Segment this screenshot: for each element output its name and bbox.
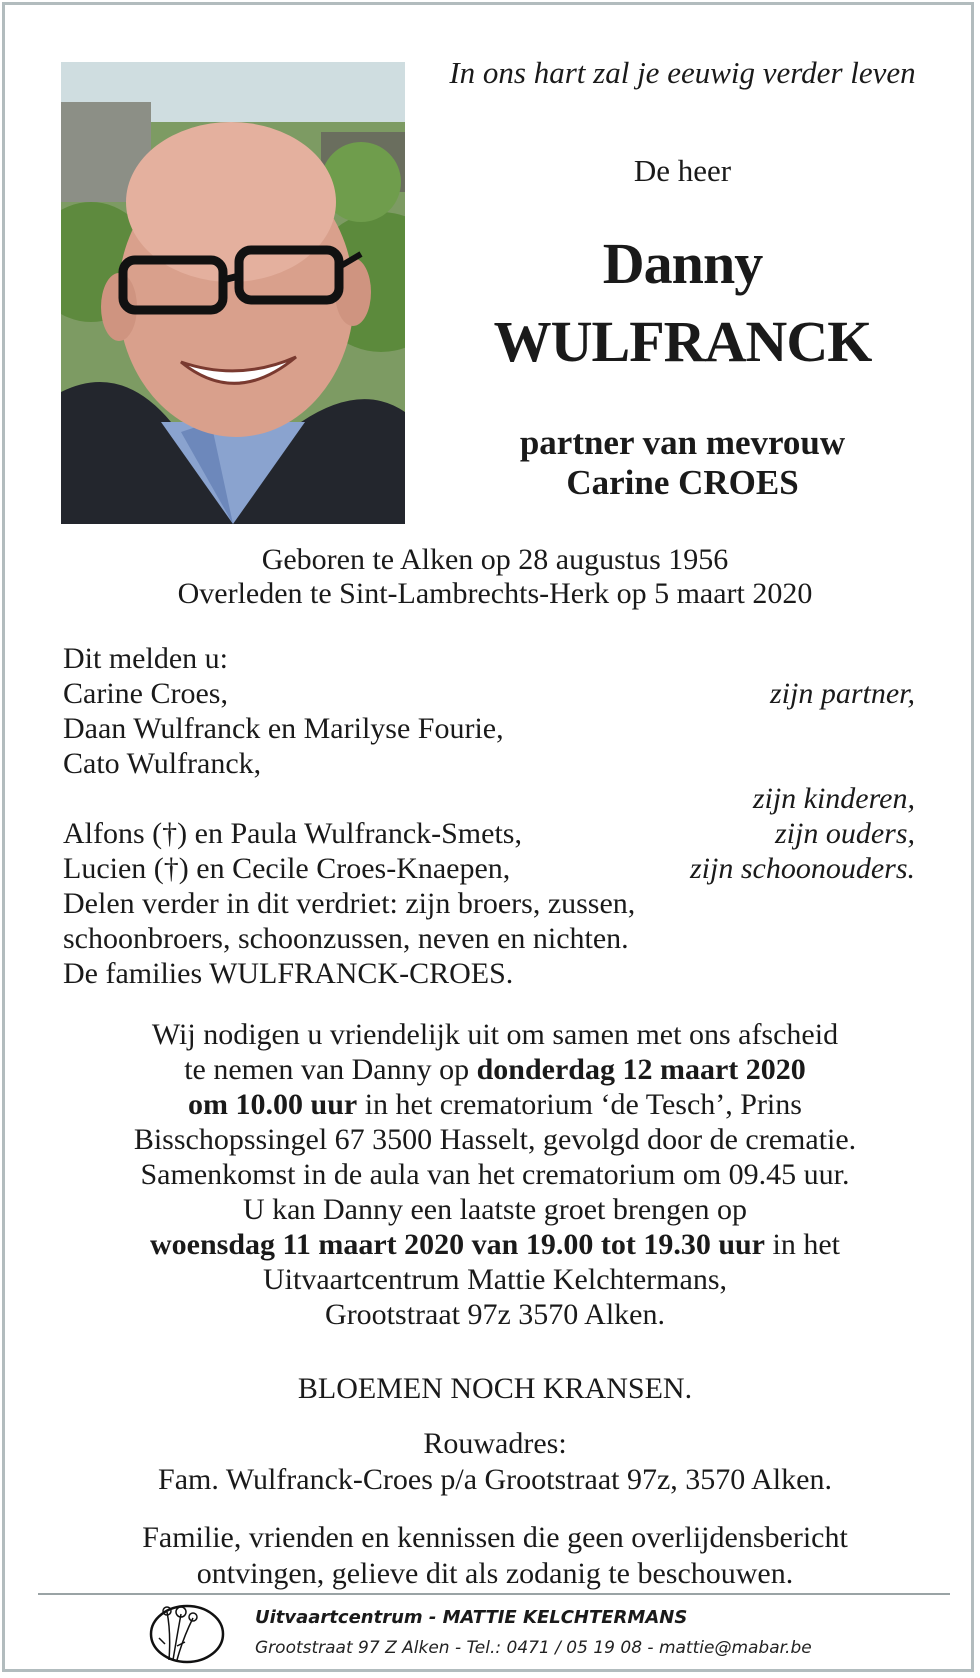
invitation-line: Bisschopssingel 67 3500 Hasselt, gevolgd door de crematie. bbox=[133, 1123, 857, 1156]
relative-row bbox=[63, 746, 915, 781]
relative-row bbox=[63, 711, 915, 746]
relative-relation: zijn partner, bbox=[769, 677, 915, 710]
birth-line: Geboren te Alken op 28 augustus 1956 bbox=[261, 543, 729, 576]
relative-name: Carine Croes, bbox=[63, 677, 228, 710]
relative-name: Daan Wulfranck en Marilyse Fourie, bbox=[63, 712, 504, 745]
invitation bbox=[25, 1017, 965, 1332]
invitation-text: te nemen van Danny op bbox=[184, 1053, 477, 1086]
relative-name: Cato Wulfranck, bbox=[63, 747, 262, 780]
relative-relation: zijn schoonouders. bbox=[690, 852, 915, 885]
partner-line-2: Carine CROES bbox=[566, 463, 799, 502]
partner-line-1: partner van mevrouw bbox=[519, 423, 846, 462]
deceased-last-name: WULFRANCK bbox=[493, 309, 872, 374]
relative-row bbox=[63, 851, 915, 886]
flowers-notice: BLOEMEN NOCH KRANSEN. bbox=[297, 1372, 693, 1405]
relative-row bbox=[63, 781, 915, 816]
death-line: Overleden te Sint-Lambrechts-Herk op 5 maart 2020 bbox=[177, 577, 813, 610]
relative-name: Lucien (†) en Cecile Croes-Knaepen, bbox=[63, 852, 511, 885]
portrait-photo bbox=[61, 62, 405, 524]
obituary-card bbox=[2, 2, 974, 1672]
funeral-home-name: Uitvaartcentrum - MATTIE KELCHTERMANS bbox=[255, 1607, 688, 1628]
relative-relation: zijn kinderen, bbox=[752, 782, 915, 815]
invitation-line: Uitvaartcentrum Mattie Kelchtermans, bbox=[263, 1263, 727, 1296]
ceremony-date: donderdag 12 maart 2020 bbox=[476, 1053, 806, 1086]
portrait-illustration bbox=[61, 62, 405, 524]
relative-row bbox=[63, 676, 915, 711]
announcement bbox=[63, 641, 915, 991]
honorific: De heer bbox=[633, 153, 732, 188]
visitation-datetime: woensdag 11 maart 2020 van 19.00 tot 19.30 uur bbox=[149, 1228, 765, 1261]
mourning-address bbox=[45, 1426, 945, 1498]
invitation-line: Wij nodigen u vriendelijk uit om samen met ons afscheid bbox=[151, 1018, 839, 1051]
invitation-line: Grootstraat 97z 3570 Alken. bbox=[325, 1298, 665, 1331]
closing-notice-line: Familie, vrienden en kennissen die geen overlijdensbericht bbox=[142, 1521, 848, 1554]
invitation-text: in het bbox=[765, 1228, 840, 1261]
families-line: De families WULFRANCK-CROES. bbox=[63, 957, 514, 990]
relative-row bbox=[63, 816, 915, 851]
invitation-line: Samenkomst in de aula van het crematorium om 09.45 uur. bbox=[140, 1158, 850, 1191]
closing-notice bbox=[35, 1520, 955, 1592]
relative-name: Alfons (†) en Paula Wulfranck-Smets, bbox=[63, 817, 522, 850]
deceased-first-name: Danny bbox=[602, 231, 763, 296]
ceremony-time: om 10.00 uur bbox=[188, 1088, 358, 1121]
motto: In ons hart zal je eeuwig verder leven bbox=[449, 55, 916, 90]
invitation-line: U kan Danny een laatste groet brengen op bbox=[243, 1193, 747, 1226]
flower-logo-icon bbox=[147, 1602, 237, 1664]
funeral-home-contact: Grootstraat 97 Z Alken - Tel.: 0471 / 05 19 08 - mattie@mabar.be bbox=[255, 1638, 812, 1658]
footer-divider bbox=[38, 1593, 950, 1595]
invitation-text: in het crematorium ‘de Tesch’, Prins bbox=[357, 1088, 802, 1121]
invitation-line bbox=[25, 1227, 965, 1262]
extended-family-line-2: schoonbroers, schoonzussen, neven en nichten. bbox=[63, 922, 629, 955]
mourning-address-label: Rouwadres: bbox=[423, 1427, 567, 1460]
mourning-address-value: Fam. Wulfranck-Croes p/a Grootstraat 97z, 3570 Alken. bbox=[158, 1463, 832, 1496]
relative-relation: zijn ouders, bbox=[774, 817, 915, 850]
announcement-intro: Dit melden u: bbox=[63, 642, 228, 675]
closing-notice-line: ontvingen, gelieve dit als zodanig te beschouwen. bbox=[196, 1557, 794, 1590]
invitation-line bbox=[25, 1052, 965, 1087]
extended-family-line-1: Delen verder in dit verdriet: zijn broers, zussen, bbox=[63, 887, 636, 920]
partner-block bbox=[425, 423, 940, 503]
life-dates bbox=[45, 543, 945, 611]
invitation-line bbox=[25, 1087, 965, 1122]
